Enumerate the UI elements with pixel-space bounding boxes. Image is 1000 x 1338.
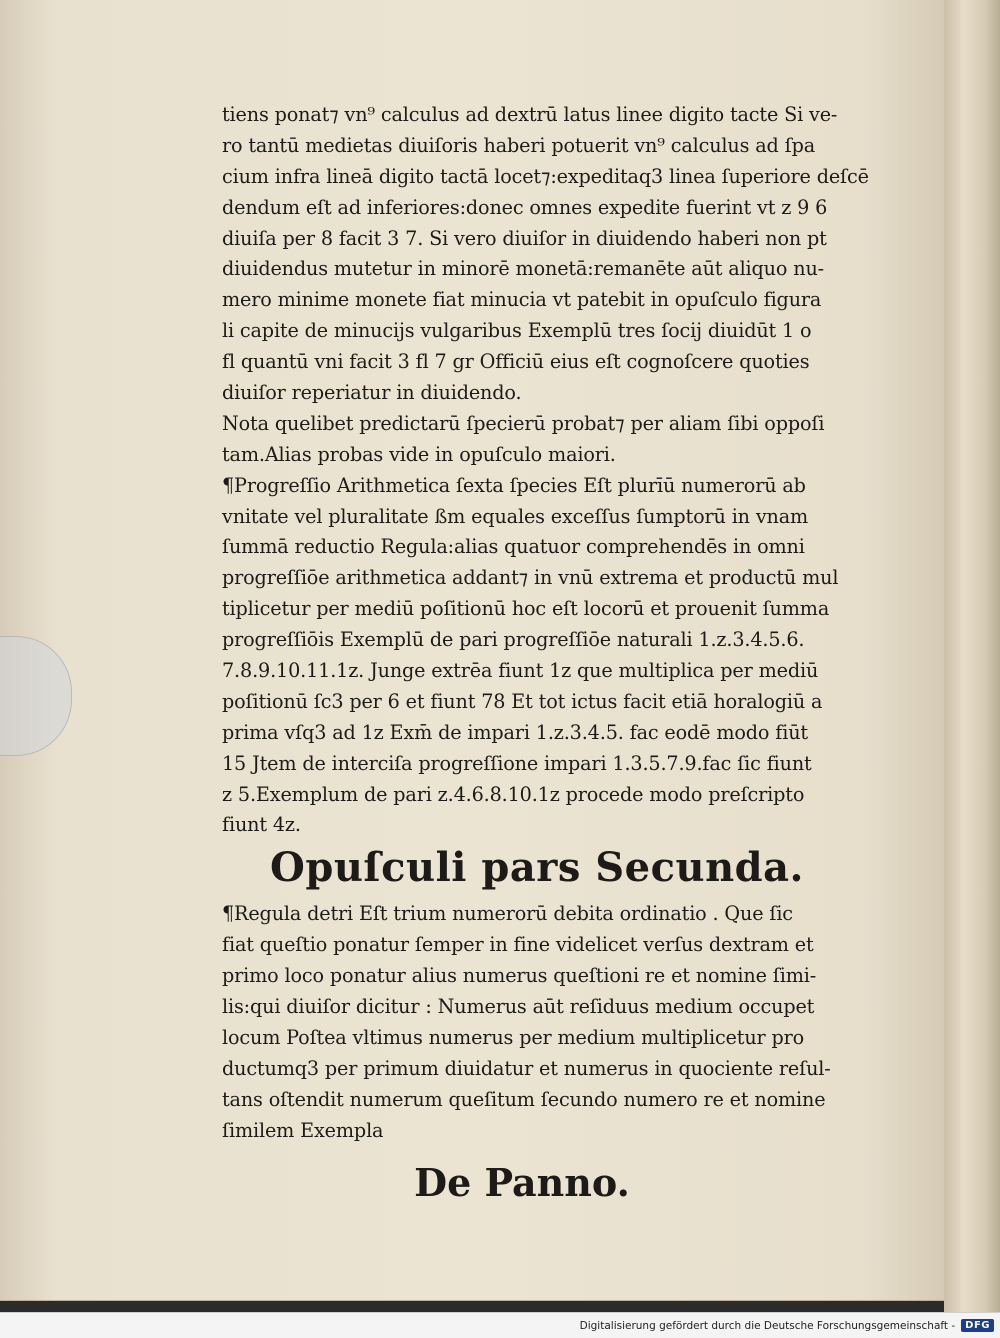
text-line: tiplicetur per mediū poſitionū hoc eſt locorū et prouenit ſumma [222, 597, 830, 621]
text-line: fl quantū vni facit 3 fl 7 gr Officiū eius eſt cognoſcere quoties [222, 350, 810, 374]
text-line: 15 Jtem de interciſa progreſſione impari 1.3.5.7.9.fac ſic fiunt [222, 751, 812, 775]
text-line: ſummā reductio Regula:alias quatuor comprehendēs in omni [222, 535, 805, 559]
text-line: mero minime monete fiat minucia vt patebit in opuſculo figura [222, 288, 822, 312]
text-line: diuiſor reperiatur in diuidendo. [222, 381, 522, 405]
text-line: diuiſa per 8 facit 3 7. Si vero diuiſor in diuidendo haberi non pt [222, 226, 827, 250]
next-page-edge [944, 0, 1000, 1312]
text-line: dendum eſt ad inferiores:donec omnes expedite fuerint vt z 9 6 [222, 195, 828, 219]
text-line: tiens ponat⁊ vn⁹ calculus ad dextrū latus linee digito tacte Si ve- [222, 103, 838, 126]
text-line: cium infra lineā digito tactā locet⁊:expeditaq3 linea ſuperiore deſcē [222, 164, 869, 188]
funding-note: Digitalisierung gefördert durch die Deutsche Forschungsgemeinschaft - [579, 1319, 956, 1332]
text-line: Nota quelibet predictarū ſpecierū probat⁊ per aliam ſibi oppoſi [222, 411, 825, 435]
page-text [222, 100, 872, 1211]
text-line: prima vſq3 ad 1z Exm̄ de impari 1.z.3.4.5. fac eodē modo fiūt [222, 720, 808, 744]
text-line: poſitionū ſc3 per 6 et fiunt 78 Et tot ictus facit etiā horalogiū a [222, 689, 823, 713]
dfg-logo: DFG [961, 1319, 994, 1332]
text-line: progreſſiōe arithmetica addant⁊ in vnū extrema et productū mul [222, 566, 839, 590]
text-line: diuidendus mutetur in minorē monetā:remanēte aūt aliquo nu- [222, 257, 824, 281]
section-heading: Opuſculi pars Secunda. [270, 844, 804, 892]
subsection-heading: De Panno. [414, 1159, 630, 1205]
text-line: fiunt 4z. [222, 813, 301, 837]
text-line: ¶Progreſſio Arithmetica ſexta ſpecies Eſt plurīū numerorū ab [222, 473, 806, 497]
text-line: 7.8.9.10.11.1z. Junge extrēa fiunt 1z que multiplica per mediū [222, 659, 819, 683]
text-line: ¶Regula detri Eſt trium numerorū debita ordinatio . Que ſic [222, 902, 793, 926]
text-line: primo loco ponatur alius numerus queſtioni re et nomine ſimi- [222, 964, 817, 988]
text-line: ro tantū medietas diuiſoris haberi potuerit vn⁹ calculus ad ſpa [222, 133, 816, 157]
text-line: vnitate vel pluralitate ßm equales exceſſus ſumptorū in vnam [222, 504, 809, 528]
text-line: tans oſtendit numerum queſitum ſecundo numero re et nomine [222, 1087, 826, 1111]
text-line: ductumq3 per primum diuidatur et numerus in quociente reſul- [222, 1056, 831, 1080]
text-line: li capite de minucijs vulgaribus Exemplū tres ſocij diuidūt 1 o [222, 319, 812, 343]
text-line: locum Poſtea vltimus numerus per medium multiplicetur pro [222, 1025, 805, 1049]
text-line: lis:qui diuiſor dicitur : Numerus aūt reſiduus medium occupet [222, 995, 815, 1019]
text-line: ſimilem Exempla [222, 1118, 384, 1142]
text-line: progreſſiōis Exemplū de pari progreſſiōe naturali 1.z.3.4.5.6. [222, 628, 805, 652]
text-line: z 5.Exemplum de pari z.4.6.8.10.1z procede modo preſcripto [222, 782, 805, 806]
text-line: tam.Alias probas vide in opuſculo maiori. [222, 442, 616, 466]
text-line: fiat queſtio ponatur ſemper in fine videlicet verſus dextram et [222, 933, 814, 957]
footer-bar [0, 1312, 1000, 1338]
